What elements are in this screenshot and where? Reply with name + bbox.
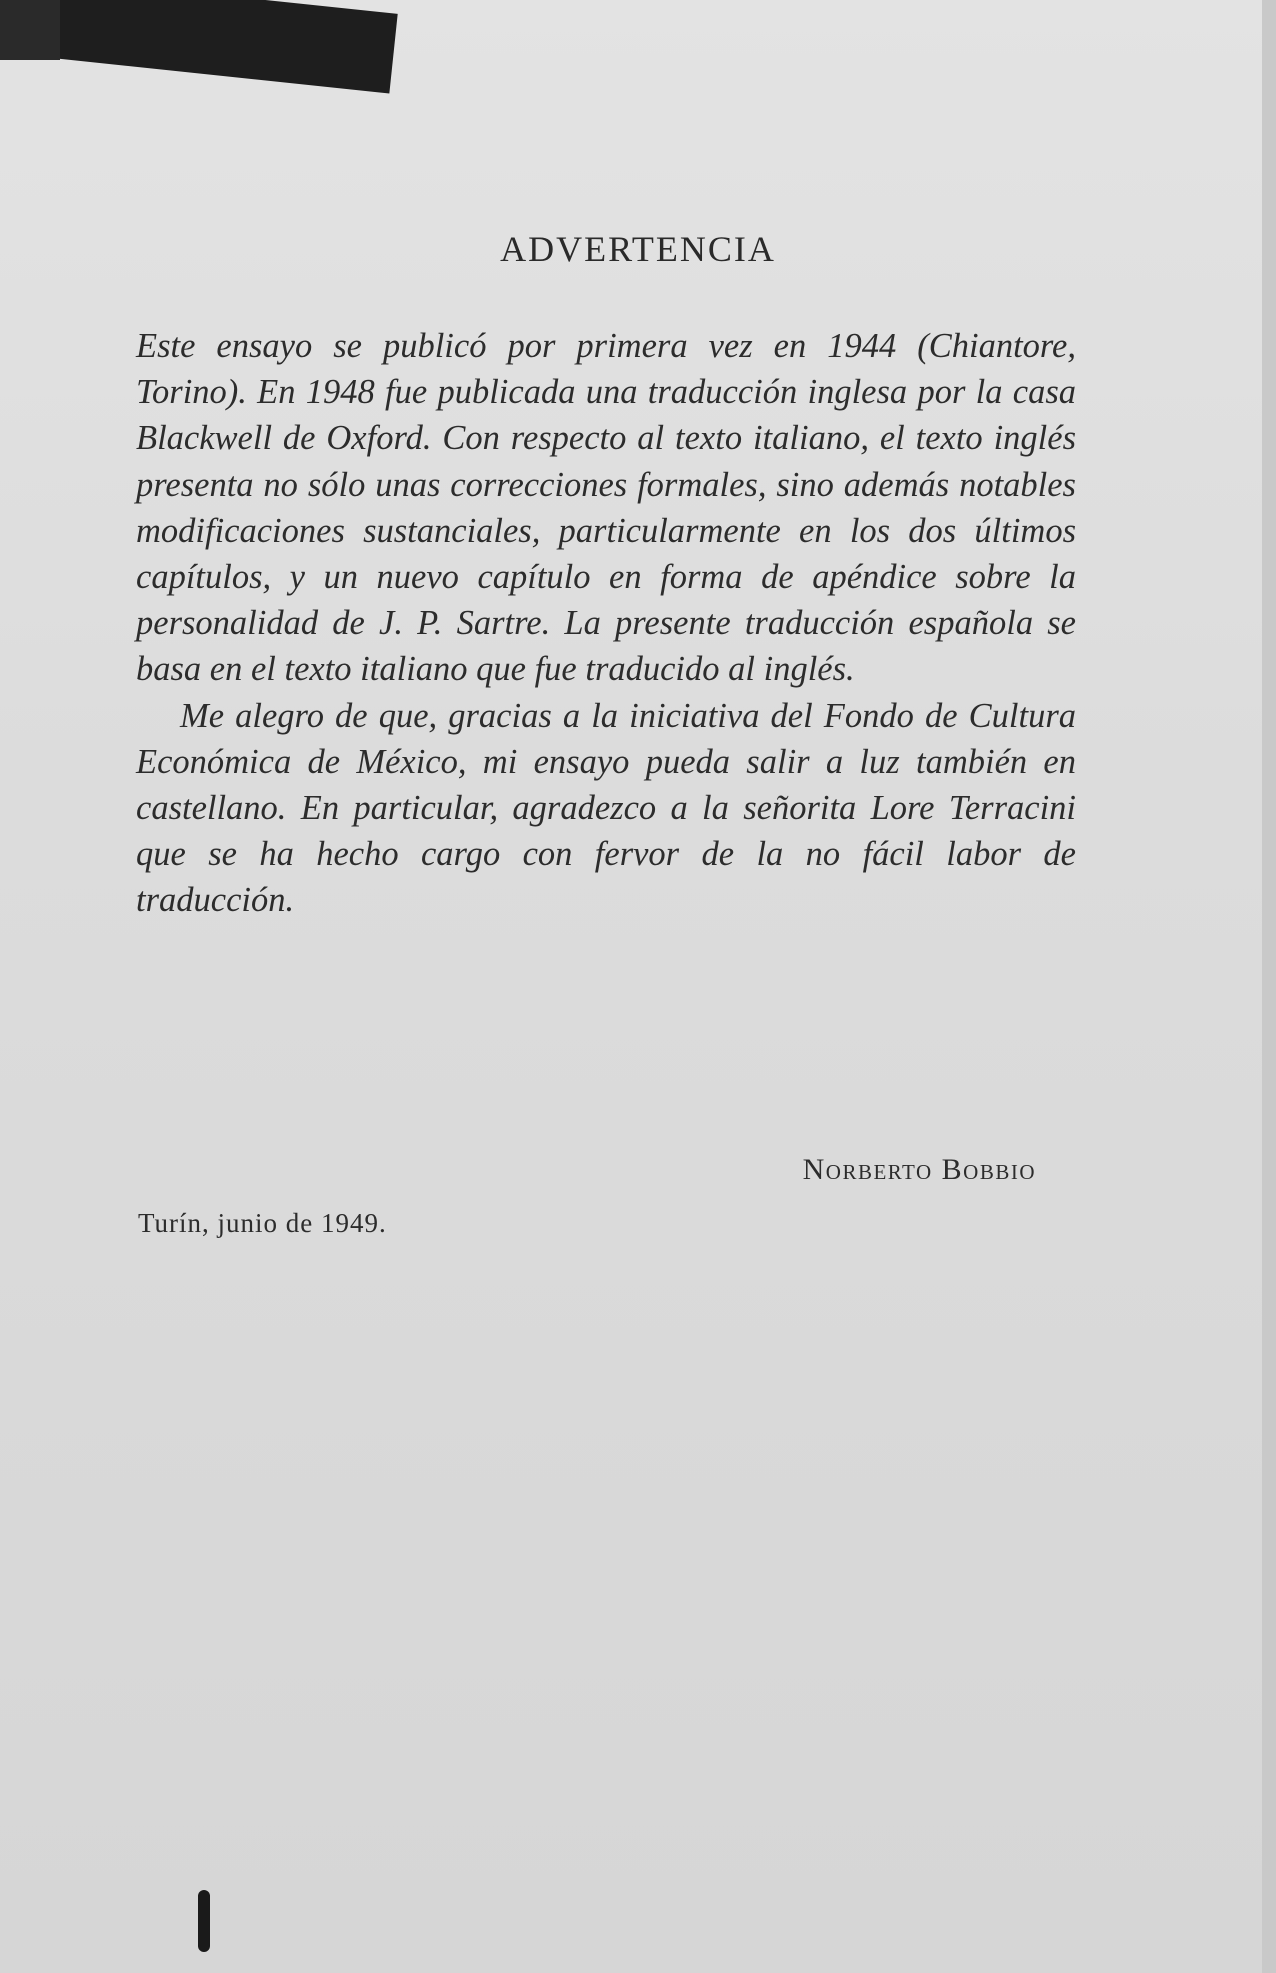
- place-date: Turín, junio de 1949.: [138, 1208, 387, 1238]
- scan-shadow-corner: [0, 0, 60, 60]
- paragraph-1: Este ensayo se publicó por primera vez en 1944 (Chiantore, Torino). En 1948 fue publicada una traducción inglesa por la casa Blackwell de Oxford. Con respecto al texto italiano, el texto inglés presenta no sólo unas correcciones formales, sino además notables modificaciones sustanciales, particularmente en los dos últimos capítulos, y un nuevo capítulo en forma de apéndice sobre la personalidad de J. P. Sartre. La presente traducción española se basa en el texto italiano que fue traducido al inglés.: [136, 327, 1076, 689]
- author-signature: Norberto Bobbio: [802, 1153, 1036, 1186]
- scan-mark: [198, 1890, 210, 1952]
- page-title: ADVERTENCIA: [500, 229, 776, 269]
- body-text: [136, 323, 1076, 924]
- paragraph-2: Me alegro de que, gracias a la iniciativa del Fondo de Cultura Económica de México, mi ensayo pueda salir a luz también en castellano. En particular, agradezco a la señorita Lore Terracini que se ha hecho cargo con fervor de la no fácil labor de traducción.: [136, 696, 1076, 920]
- page-edge: [1262, 0, 1276, 1973]
